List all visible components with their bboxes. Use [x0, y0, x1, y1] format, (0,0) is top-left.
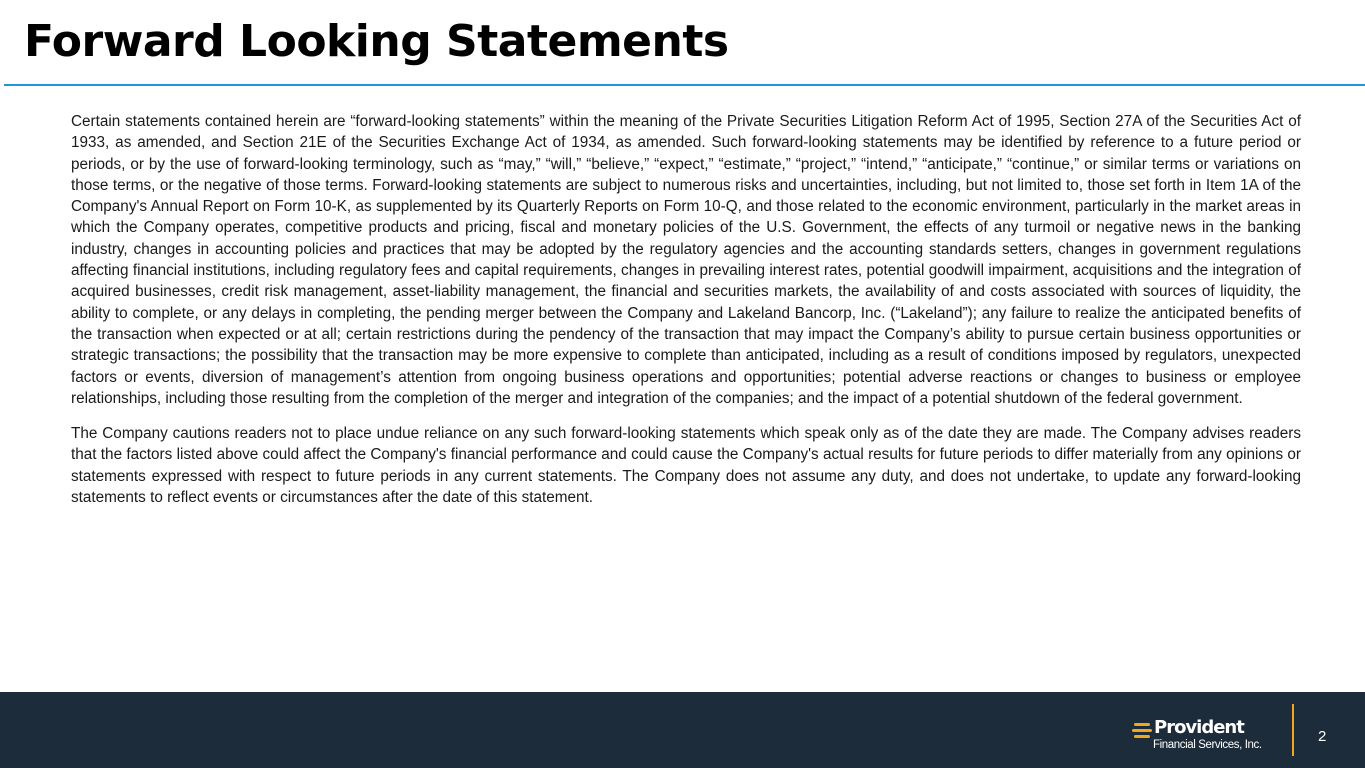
logo-name: Provident	[1154, 717, 1244, 738]
provident-sunburst-icon	[1131, 720, 1153, 742]
title-divider	[4, 84, 1365, 86]
page-number: 2	[1318, 728, 1327, 745]
page-title: Forward Looking Statements	[24, 16, 729, 67]
logo-subtitle: Financial Services, Inc.	[1153, 739, 1262, 751]
paragraph-caution: The Company cautions readers not to place undue reliance on any such forward-looking statements which speak only as of the date they are made. The Company advises readers that the factors listed above could affect the Company's financial performance and could cause the Company's actual results for future periods to differ materially from any opinions or statements expressed with respect to future periods in any current statements. The Company does not assume any duty, and does not undertake, to update any forward-looking statements to reflect events or circumstances after the date of this statement.	[71, 425, 1301, 507]
company-logo	[1131, 718, 1281, 754]
footer-divider	[1292, 704, 1294, 756]
body-text	[71, 111, 1301, 522]
paragraph-disclaimer: Certain statements contained herein are “forward-looking statements” within the meaning of the Private Securities Litigation Reform Act of 1995, Section 27A of the Securities Act of 1933, as amended, and Section 21E of the Securities Exchange Act of 1934, as amended. Such forward-looking statements may be identified by reference to a future period or periods, or by the use of forward-looking terminology, such as “may,” “will,” “believe,” “expect,” “estimate,” “project,” “intend,” “anticipate,” “continue,” or similar terms or variations on those terms, or the negative of those terms. Forward-looking statements are subject to numerous risks and uncertainties, including, but not limited to, those set forth in Item 1A of the Company's Annual Report on Form 10-K, as supplemented by its Quarterly Reports on Form 10-Q, and those related to the economic environment, particularly in the market areas in which the Company operates, competitive products and pricing, fiscal and monetary policies of the U.S. Government, the effects of any turmoil or negative news in the banking industry, changes in accounting policies and practices that may be adopted by the regulatory agencies and the accounting standards setters, changes in government regulations affecting financial institutions, including regulatory fees and capital requirements, changes in prevailing interest rates, potential goodwill impairment, acquisitions and the integration of acquired businesses, credit risk management, asset-liability management, the financial and securities markets, the availability of and costs associated with sources of liquidity, the ability to complete, or any delays in completing, the pending merger between the Company and Lakeland Bancorp, Inc. (“Lakeland”); any failure to realize the anticipated benefits of the transaction when expected or at all; certain restrictions during the pendency of the transaction that may impact the Company’s ability to pursue certain business opportunities or strategic transactions; the possibility that the transaction may be more expensive to complete than anticipated, including as a result of conditions imposed by regulators, unexpected factors or events, diversion of management’s attention from ongoing business operations and opportunities; potential adverse reactions or changes to business or employee relationships, including those resulting from the completion of the merger and integration of the companies; and the impact of a potential shutdown of the federal government.	[71, 113, 1301, 407]
